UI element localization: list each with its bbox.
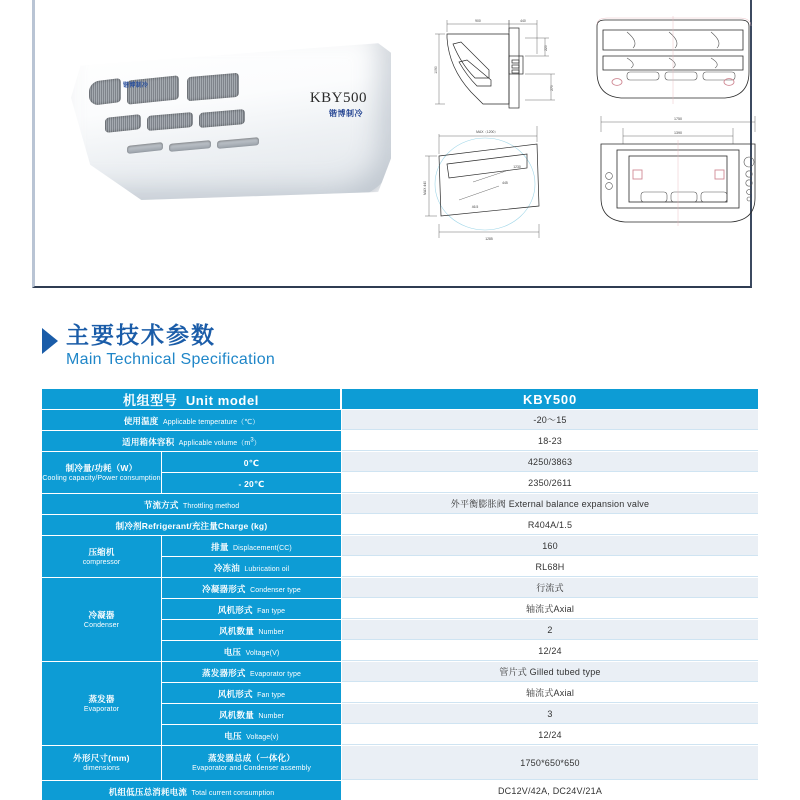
row-group-label-cell xyxy=(42,578,162,661)
mesh-louver xyxy=(89,78,121,106)
group-label-en: Condenser xyxy=(83,621,120,629)
group-label-cn: 外形尺寸(mm) xyxy=(73,753,130,763)
table-row xyxy=(42,494,758,514)
row-label-cell xyxy=(42,781,342,800)
label-cn: 蒸发器形式 xyxy=(202,668,246,678)
label-cn: 风机形式 xyxy=(217,605,253,615)
row-value-cell: 2350/2611 xyxy=(342,473,758,493)
row-value-cell: 12/24 xyxy=(342,641,758,661)
table-row xyxy=(42,746,758,780)
group-label-cn: 压缩机 xyxy=(88,546,115,557)
header-value-cell: KBY500 xyxy=(342,389,758,409)
svg-text:1230: 1230 xyxy=(513,165,521,169)
label-cn: 节流方式 xyxy=(143,500,179,510)
svg-text:MAX 440: MAX 440 xyxy=(423,181,427,195)
row-value-cell: -20～15 xyxy=(342,410,758,430)
label-cn: 风机数量 xyxy=(219,626,254,636)
label-cn: 排量 xyxy=(211,542,229,552)
unit-side-brand-label: 锴博制冷 xyxy=(329,109,363,118)
product-photo xyxy=(43,8,413,270)
row-value-cell: 轴流式Axial xyxy=(342,599,758,619)
section-heading-en: Main Technical Specification xyxy=(66,351,276,368)
cad-front-elevation xyxy=(583,14,763,110)
label-cn: 冷冻油 xyxy=(213,563,240,573)
svg-text:1285: 1285 xyxy=(485,237,493,241)
row-sublabel-cell xyxy=(162,473,342,493)
row-value-cell: 160 xyxy=(342,536,758,556)
row-sublabel-cell xyxy=(162,725,342,745)
label-en: Fan type xyxy=(257,608,286,615)
label-cn: - 20℃ xyxy=(238,479,265,489)
table-row xyxy=(42,781,758,800)
label-en: Total current consumption xyxy=(191,790,275,797)
label-en: Evaporator type xyxy=(250,671,301,678)
label-cn: 冷凝器形式 xyxy=(202,584,246,594)
row-value-cell: 管片式 Gilled tubed type xyxy=(342,662,758,682)
row-label-cell xyxy=(42,410,342,430)
row-sublabel-cell xyxy=(162,746,342,780)
label-cn: 制冷剂Refrigerant/充注量Charge (kg) xyxy=(115,521,268,531)
unit-model-label: KBY500 xyxy=(309,90,367,106)
group-label-en: Evaporator xyxy=(83,705,120,713)
label-cn: 电压 xyxy=(223,647,242,657)
row-sublabel-cell xyxy=(162,557,342,577)
label-cn: 适用箱体容积 xyxy=(122,437,175,447)
row-group-label-cell xyxy=(42,452,162,493)
row-value-cell: 轴流式Axial xyxy=(342,683,758,703)
label-en: Throttling method xyxy=(183,503,240,510)
row-value-cell: 2 xyxy=(342,620,758,640)
specification-table xyxy=(42,388,758,800)
arrow-marker-icon xyxy=(42,328,58,354)
cad-bottom-plan-view xyxy=(583,106,773,234)
table-row xyxy=(42,515,758,535)
label-en: Displacement(CC) xyxy=(233,545,292,552)
label-cn: 0℃ xyxy=(243,458,260,468)
label-en: Lubrication oil xyxy=(244,566,290,573)
group-label-cn: 蒸发器 xyxy=(88,693,115,704)
group-label-en: dimensions xyxy=(83,765,120,772)
group-label-cn: 冷凝器 xyxy=(88,609,115,620)
label-en: Fan type xyxy=(257,692,286,699)
group-label-en: Cooling capacity/Power consumption xyxy=(42,474,161,482)
table-row xyxy=(42,431,758,451)
ac-unit-illustration xyxy=(71,40,391,200)
table-row xyxy=(42,452,758,472)
row-sublabel-cell xyxy=(162,662,342,682)
table-row xyxy=(42,410,758,430)
row-value-cell: 外平衡膨胀阀 External balance expansion valve xyxy=(342,494,758,514)
row-sublabel-cell xyxy=(162,452,342,472)
label-en: Voltage(V) xyxy=(245,650,280,657)
row-label-cell xyxy=(42,431,342,451)
svg-text:220: 220 xyxy=(544,45,548,51)
specification-table-body xyxy=(42,389,758,800)
row-sublabel-cell xyxy=(162,536,342,556)
label-cn: 蒸发器总成（一体化） xyxy=(207,753,295,763)
header-label-cell: 机组型号 Unit model xyxy=(42,389,342,409)
label-cn: 风机形式 xyxy=(217,689,253,699)
row-value-cell: 3 xyxy=(342,704,758,724)
group-label-en: compressor xyxy=(82,558,121,566)
table-row xyxy=(42,536,758,556)
row-value-cell: 18-23 xyxy=(342,431,758,451)
product-image-panel xyxy=(32,0,752,288)
row-value-cell: 12/24 xyxy=(342,725,758,745)
row-value-cell: R404A/1.5 xyxy=(342,515,758,535)
group-label-cn: 制冷量/功耗（W） xyxy=(65,462,138,473)
svg-text:1090: 1090 xyxy=(434,66,438,74)
label-cn: 使用温度 xyxy=(123,416,159,426)
label-cn: 电压 xyxy=(224,731,242,741)
row-group-label-cell xyxy=(42,746,162,780)
label-en: Condenser type xyxy=(250,587,301,594)
table-header-row xyxy=(42,389,758,409)
label-en: Applicable $volume(m^3)$ xyxy=(178,437,261,447)
row-label-cell xyxy=(42,515,342,535)
row-sublabel-cell xyxy=(162,620,342,640)
row-group-label-cell xyxy=(42,662,162,745)
row-value-cell: 行流式 xyxy=(342,578,758,598)
label-en: Number xyxy=(258,629,284,636)
row-sublabel-cell xyxy=(162,683,342,703)
svg-text:270: 270 xyxy=(550,85,554,91)
svg-text:MAX（1200）: MAX（1200） xyxy=(476,130,498,134)
section-heading-cn: 主要技术参数 xyxy=(66,322,216,348)
row-sublabel-cell xyxy=(162,578,342,598)
row-sublabel-cell xyxy=(162,599,342,619)
svg-text:1750: 1750 xyxy=(674,117,682,121)
label-cn: 风机数量 xyxy=(219,710,254,720)
label-cn: 机组低压总消耗电流 xyxy=(108,787,188,797)
label-en: Number xyxy=(258,713,284,720)
cad-side-view xyxy=(413,8,573,120)
row-sublabel-cell xyxy=(162,704,342,724)
table-row xyxy=(42,578,758,598)
row-value-cell: 4250/3863 xyxy=(342,452,758,472)
row-group-label-cell xyxy=(42,536,162,577)
unit-top-brand-label: 锴博制冷 xyxy=(123,83,149,89)
svg-text:440: 440 xyxy=(520,19,526,23)
svg-text:46.5: 46.5 xyxy=(471,205,479,209)
section-heading xyxy=(42,322,275,371)
row-value-cell: 1750*650*650 xyxy=(342,746,758,780)
row-label-cell xyxy=(42,494,342,514)
row-sublabel-cell xyxy=(162,641,342,661)
table-row xyxy=(42,662,758,682)
svg-text:1390: 1390 xyxy=(674,131,682,135)
mesh-louver xyxy=(187,73,239,102)
svg-text:900: 900 xyxy=(475,19,481,23)
label-en: Applicable temperature（℃） xyxy=(162,419,260,426)
label-en: Evaporator and Condenser assembly xyxy=(192,765,311,772)
row-value-cell: RL68H xyxy=(342,557,758,577)
row-value-cell: DC12V/42A, DC24V/21A xyxy=(342,781,758,800)
svg-text:445: 445 xyxy=(502,181,508,185)
label-en: Voltage(v) xyxy=(246,734,279,741)
cad-plan-view xyxy=(413,112,583,252)
